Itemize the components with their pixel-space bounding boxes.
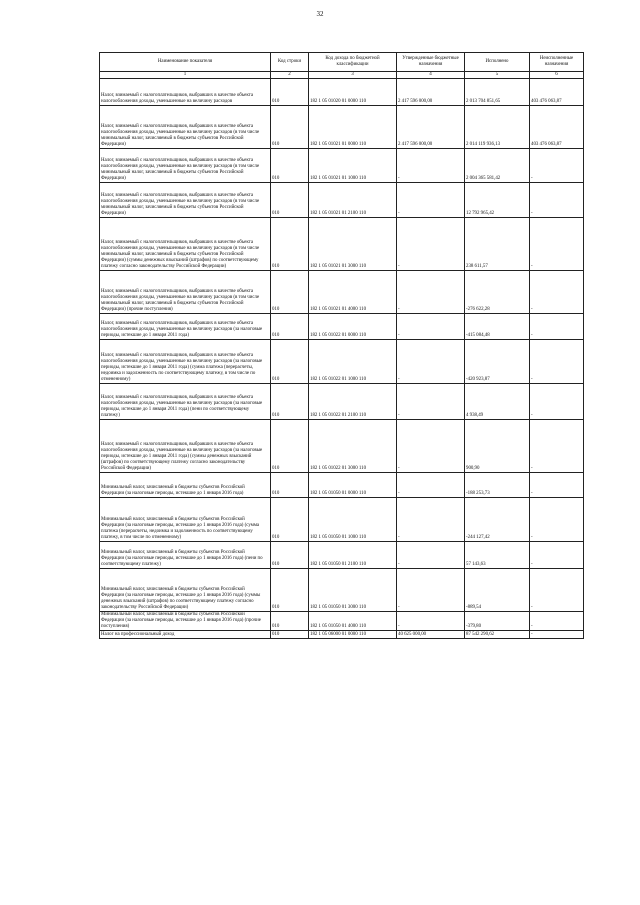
row-indicator-name: Налог, взимаемый с налогоплательщиков, выбравших в качестве объекта налогообложения доходы, уменьшенные на величину расходов (в том числе минимальный налог, зачисляемый в бюджеты субъектов Российской Федерации) (суммы денежных взысканий (штрафов) по соответствующему платежу согласно законодательству Российской Федерации) <box>100 218 271 271</box>
row-executed-amount: 2 004 365 581,42 <box>465 149 530 183</box>
row-line-code: 010 <box>271 631 309 639</box>
table-row <box>100 384 584 420</box>
row-approved-amount: 2 417 596 000,00 <box>397 106 465 149</box>
row-indicator-name: Минимальный налог, зачисляемый в бюджеты субъектов Российской Федерации (за налоговые периоды, истекшие до 1 января 2016 года) (прочие поступления) <box>100 612 271 631</box>
row-indicator-name: Налог, взимаемый с налогоплательщиков, выбравших в качестве объекта налогообложения доходы, уменьшенные на величину расходов (за налоговые периоды, истекшие до 1 января 2011 года) <box>100 314 271 340</box>
row-indicator-name: Налог, взимаемый с налогоплательщиков, выбравших в качестве объекта налогообложения доходы, уменьшенные на величину расходов (в том числе минимальный налог, зачисляемый в бюджеты субъектов Российской Федерации) <box>100 149 271 183</box>
budget-execution-table <box>99 52 584 639</box>
row-unexecuted-amount: - <box>530 149 584 183</box>
row-executed-amount: 2 013 704 851,65 <box>465 79 530 106</box>
column-header-executed: Исполнено <box>465 53 530 72</box>
row-income-code: 182 1 05 01050 01 2100 110 <box>309 542 397 569</box>
row-indicator-name: Налог, взимаемый с налогоплательщиков, выбравших в качестве объекта налогообложения доходы, уменьшенные на величину расходов <box>100 79 271 106</box>
row-line-code: 010 <box>271 542 309 569</box>
row-executed-amount: 238 611,57 <box>465 218 530 271</box>
row-approved-amount: - <box>397 473 465 498</box>
column-number-row <box>100 72 584 79</box>
table-row <box>100 473 584 498</box>
row-indicator-name: Налог, взимаемый с налогоплательщиков, выбравших в качестве объекта налогообложения доходы, уменьшенные на величину расходов (за налоговые периоды, истекшие до 1 января 2011 года) (сумма платежа (перерасчеты, недоимка и задолженность по соответствующему платежу, в том числе по отмененному) <box>100 340 271 384</box>
table-row <box>100 569 584 612</box>
row-executed-amount: 900,90 <box>465 420 530 473</box>
row-unexecuted-amount: - <box>530 271 584 314</box>
table-row <box>100 340 584 384</box>
row-indicator-name: Минимальный налог, зачисляемый в бюджеты субъектов Российской Федерации (за налоговые периоды, истекшие до 1 января 2016 года) <box>100 473 271 498</box>
column-number: 6 <box>530 72 584 79</box>
row-approved-amount: - <box>397 542 465 569</box>
row-line-code: 010 <box>271 473 309 498</box>
row-income-code: 182 1 05 01021 01 0000 110 <box>309 106 397 149</box>
row-executed-amount: -420 923,87 <box>465 340 530 384</box>
row-approved-amount: - <box>397 384 465 420</box>
row-unexecuted-amount: - <box>530 218 584 271</box>
row-unexecuted-amount: - <box>530 473 584 498</box>
row-income-code: 182 1 05 01050 01 1000 110 <box>309 498 397 542</box>
row-unexecuted-amount: - <box>530 340 584 384</box>
row-income-code: 182 1 05 01020 01 0000 110 <box>309 79 397 106</box>
row-executed-amount: 4 938,49 <box>465 384 530 420</box>
column-header-unexecuted: Неисполненные назначения <box>530 53 584 72</box>
row-approved-amount: 40 625 000,00 <box>397 631 465 639</box>
row-indicator-name: Минимальный налог, зачисляемый в бюджеты субъектов Российской Федерации (за налоговые периоды, истекшие до 1 января 2016 года) (суммы денежных взысканий (штрафов) по соответствующему платежу согласно законодательству Российской Федерации) <box>100 569 271 612</box>
row-indicator-name: Налог, взимаемый с налогоплательщиков, выбравших в качестве объекта налогообложения доходы, уменьшенные на величину расходов (в том числе минимальный налог, зачисляемый в бюджеты субъектов Российской Федерации) (прочие поступления) <box>100 271 271 314</box>
row-line-code: 010 <box>271 79 309 106</box>
row-unexecuted-amount: - <box>530 631 584 639</box>
row-executed-amount: 87 542 290,62 <box>465 631 530 639</box>
row-line-code: 010 <box>271 314 309 340</box>
row-approved-amount: - <box>397 498 465 542</box>
row-line-code: 010 <box>271 420 309 473</box>
column-header-indicator: Наименование показателя <box>100 53 271 72</box>
column-header-line-code: Код строки <box>271 53 309 72</box>
row-indicator-name: Минимальный налог, зачисляемый в бюджеты субъектов Российской Федерации (за налоговые периоды, истекшие до 1 января 2016 года) (сумма платежа (перерасчеты, недоимка и задолженность по соответствующему платежу, в том числе по отмененному) <box>100 498 271 542</box>
table-row <box>100 420 584 473</box>
row-unexecuted-amount: 403 476 063,87 <box>530 106 584 149</box>
table-row <box>100 314 584 340</box>
row-approved-amount: - <box>397 183 465 218</box>
row-executed-amount: 57 143,63 <box>465 542 530 569</box>
row-indicator-name: Налог на профессиональный доход <box>100 631 271 639</box>
table-row <box>100 631 584 639</box>
column-number: 1 <box>100 72 271 79</box>
row-approved-amount: - <box>397 149 465 183</box>
table-row <box>100 271 584 314</box>
row-income-code: 182 1 05 01050 01 4000 110 <box>309 612 397 631</box>
row-line-code: 010 <box>271 271 309 314</box>
row-income-code: 182 1 05 01021 01 1000 110 <box>309 149 397 183</box>
row-line-code: 010 <box>271 340 309 384</box>
table-row <box>100 498 584 542</box>
page-number: 32 <box>316 10 324 18</box>
row-unexecuted-amount: - <box>530 542 584 569</box>
row-line-code: 010 <box>271 384 309 420</box>
row-income-code: 182 1 05 01021 01 4000 110 <box>309 271 397 314</box>
table-row <box>100 612 584 631</box>
table-header-row <box>100 53 584 72</box>
row-income-code: 182 1 05 01050 01 3000 110 <box>309 569 397 612</box>
row-executed-amount: 2 014 119 936,13 <box>465 106 530 149</box>
row-unexecuted-amount: 403 476 063,87 <box>530 79 584 106</box>
row-income-code: 182 1 05 01022 01 3000 110 <box>309 420 397 473</box>
row-indicator-name: Налог, взимаемый с налогоплательщиков, выбравших в качестве объекта налогообложения доходы, уменьшенные на величину расходов (за налоговые периоды, истекшие до 1 января 2011 года) (пени по соответствующему платежу) <box>100 384 271 420</box>
row-indicator-name: Налог, взимаемый с налогоплательщиков, выбравших в качестве объекта налогообложения доходы, уменьшенные на величину расходов (за налоговые периоды, истекшие до 1 января 2011 года) (суммы денежных взысканий (штрафов) по соответствующему платежу согласно законодательству Российской Федерации) <box>100 420 271 473</box>
row-unexecuted-amount: - <box>530 314 584 340</box>
row-line-code: 010 <box>271 183 309 218</box>
row-unexecuted-amount: - <box>530 612 584 631</box>
row-indicator-name: Налог, взимаемый с налогоплательщиков, выбравших в качестве объекта налогообложения доходы, уменьшенные на величину расходов (в том числе минимальный налог, зачисляемый в бюджеты субъектов Российской Федерации) <box>100 106 271 149</box>
row-unexecuted-amount: - <box>530 183 584 218</box>
table-row <box>100 79 584 106</box>
row-approved-amount: - <box>397 314 465 340</box>
row-income-code: 182 1 05 01022 01 1000 110 <box>309 340 397 384</box>
row-approved-amount: - <box>397 271 465 314</box>
column-number: 4 <box>397 72 465 79</box>
table-body <box>100 79 584 639</box>
column-number: 5 <box>465 72 530 79</box>
row-income-code: 182 1 05 01050 01 0000 110 <box>309 473 397 498</box>
table-row <box>100 149 584 183</box>
row-income-code: 182 1 05 01022 01 0000 110 <box>309 314 397 340</box>
row-executed-amount: -244 127,42 <box>465 498 530 542</box>
row-indicator-name: Налог, взимаемый с налогоплательщиков, выбравших в качестве объекта налогообложения доходы, уменьшенные на величину расходов (в том числе минимальный налог, зачисляемый в бюджеты субъектов Российской Федерации) <box>100 183 271 218</box>
row-unexecuted-amount: - <box>530 384 584 420</box>
column-header-approved: Утвержденные бюджетные назначения <box>397 53 465 72</box>
column-number: 2 <box>271 72 309 79</box>
row-executed-amount: 12 792 965,42 <box>465 183 530 218</box>
row-executed-amount: -188 253,73 <box>465 473 530 498</box>
table-row <box>100 106 584 149</box>
row-line-code: 010 <box>271 569 309 612</box>
row-income-code: 182 1 05 01022 01 2100 110 <box>309 384 397 420</box>
row-line-code: 010 <box>271 149 309 183</box>
row-approved-amount: - <box>397 340 465 384</box>
row-unexecuted-amount: - <box>530 420 584 473</box>
row-line-code: 010 <box>271 498 309 542</box>
row-approved-amount: - <box>397 569 465 612</box>
row-approved-amount: - <box>397 612 465 631</box>
row-unexecuted-amount: - <box>530 569 584 612</box>
table-row <box>100 183 584 218</box>
row-income-code: 182 1 05 06000 01 0000 110 <box>309 631 397 639</box>
row-executed-amount: -415 084,48 <box>465 314 530 340</box>
row-income-code: 182 1 05 01021 01 2100 110 <box>309 183 397 218</box>
row-approved-amount: - <box>397 218 465 271</box>
row-executed-amount: -276 622,28 <box>465 271 530 314</box>
column-number: 3 <box>309 72 397 79</box>
row-line-code: 010 <box>271 106 309 149</box>
row-executed-amount: -379,80 <box>465 612 530 631</box>
row-line-code: 010 <box>271 218 309 271</box>
column-header-income-code: Код дохода по бюджетной классификации <box>309 53 397 72</box>
row-unexecuted-amount: - <box>530 498 584 542</box>
row-approved-amount: - <box>397 420 465 473</box>
row-indicator-name: Минимальный налог, зачисляемый в бюджеты субъектов Российской Федерации (за налоговые периоды, истекшие до 1 января 2016 года) (пени по соответствующему платежу) <box>100 542 271 569</box>
row-line-code: 010 <box>271 612 309 631</box>
table-row <box>100 542 584 569</box>
row-executed-amount: -889,54 <box>465 569 530 612</box>
row-income-code: 182 1 05 01021 01 3000 110 <box>309 218 397 271</box>
table-row <box>100 218 584 271</box>
row-approved-amount: 2 417 596 000,00 <box>397 79 465 106</box>
